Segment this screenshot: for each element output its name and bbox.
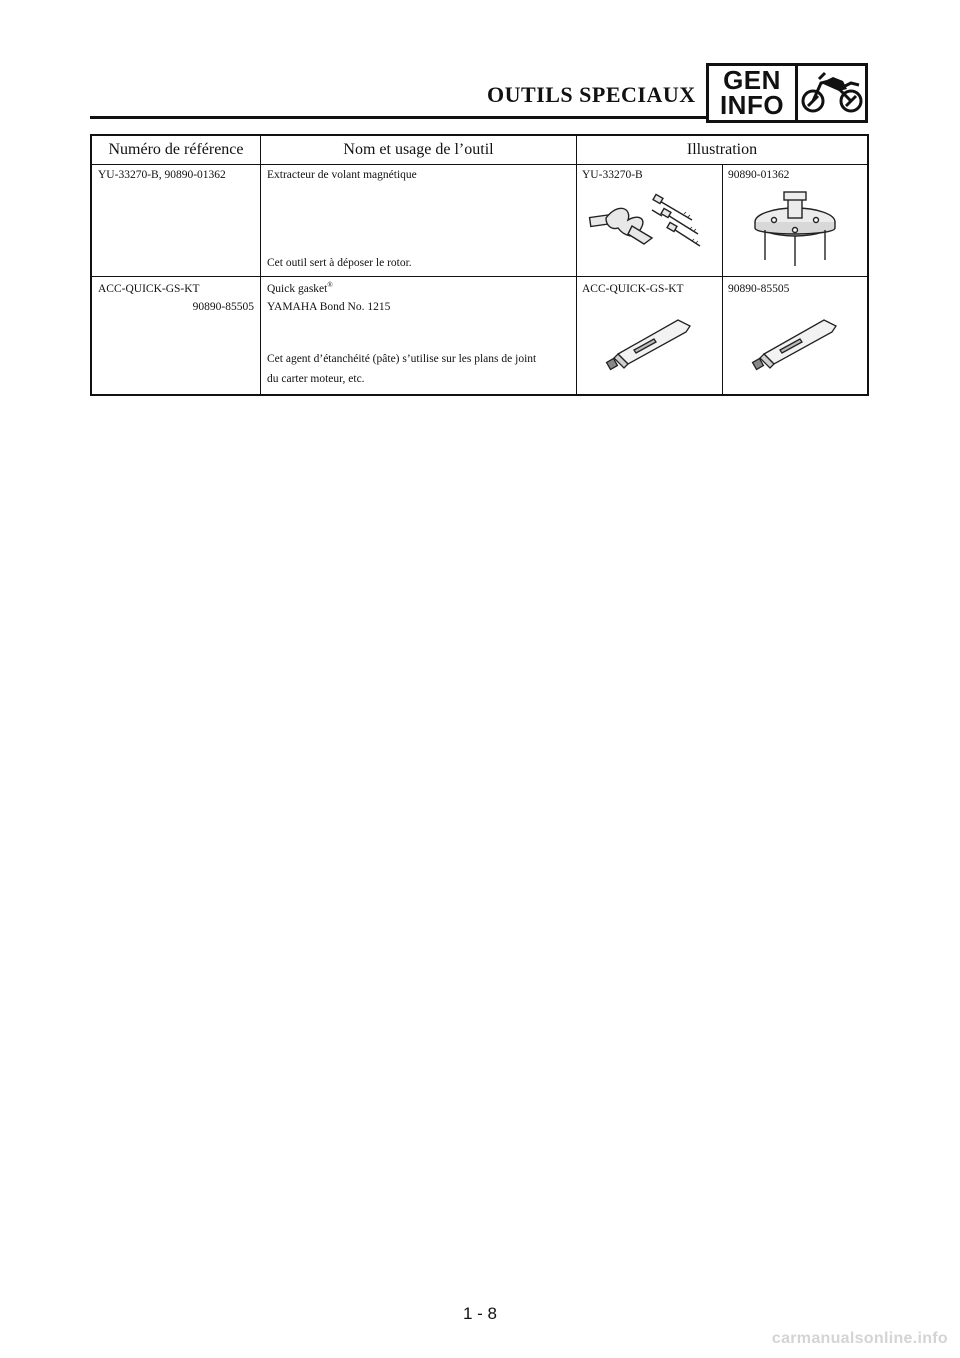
flywheel-puller-icon — [588, 192, 718, 263]
table-cell-usage: du carter moteur, etc. — [267, 373, 365, 385]
badge-line-1: GEN — [723, 65, 781, 95]
table-cell-tool-name: YAMAHA Bond No. 1215 — [267, 301, 391, 313]
table-header — [92, 136, 867, 165]
badge-text — [709, 66, 798, 120]
table-cell-ref: ACC-QUICK-GS-KT — [98, 283, 200, 295]
watermark: carmanualsonline.info — [771, 1330, 948, 1347]
rotor-puller-icon — [740, 188, 850, 275]
table-cell-tool-name: Extracteur de volant magnétique — [267, 169, 417, 181]
page-title: OUTILS SPECIAUX — [487, 82, 696, 107]
table-cell-ref: 90890-85505 — [192, 301, 254, 313]
sealant-tube-icon — [750, 314, 842, 381]
row-divider — [92, 276, 867, 277]
header-rule — [90, 116, 706, 119]
column-divider — [722, 164, 723, 394]
illustration-label: 90890-01362 — [728, 169, 790, 181]
illustration-label: YU-33270-B — [582, 169, 643, 181]
registered-mark: ® — [327, 281, 333, 290]
column-divider — [576, 136, 577, 394]
sealant-tube-icon — [604, 314, 696, 381]
table-cell-tool-name — [267, 280, 333, 298]
illustration-label: 90890-85505 — [728, 283, 790, 295]
column-header: Nom et usage de l’outil — [343, 141, 494, 158]
table-cell-ref: YU-33270-B, 90890-01362 — [98, 169, 226, 181]
table-cell-usage: Cet outil sert à déposer le rotor. — [267, 257, 412, 269]
tool-name-text: Quick gasket — [267, 283, 328, 295]
badge-line-2: INFO — [719, 90, 785, 120]
motorcycle-icon — [798, 66, 865, 120]
section-badge — [706, 63, 868, 123]
illustration-label: ACC-QUICK-GS-KT — [582, 283, 684, 295]
table-cell-usage: Cet agent d’étanchéité (pâte) s’utilise sur les plans de joint — [267, 353, 537, 365]
column-divider — [260, 136, 261, 394]
column-header: Illustration — [686, 141, 758, 158]
page-number: 1 - 8 — [462, 1304, 498, 1323]
column-header: Numéro de référence — [108, 141, 244, 158]
special-tools-table — [90, 134, 869, 396]
